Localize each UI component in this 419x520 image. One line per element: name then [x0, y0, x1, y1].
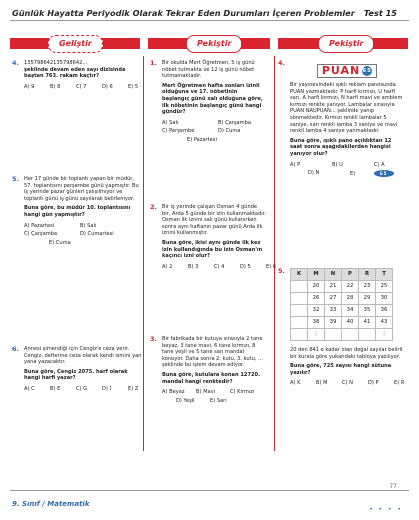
- footer-divider: [10, 490, 409, 491]
- table-header-row: K M N P R T: [291, 269, 393, 281]
- option-a[interactable]: A) C: [24, 385, 35, 392]
- table-row: 20 21 22 23 25: [291, 281, 393, 293]
- option-c[interactable]: C) G: [76, 385, 88, 392]
- table-row: 38 39 40 41 43: [291, 317, 393, 329]
- option-e[interactable]: E) 5: [128, 83, 139, 90]
- option-d[interactable]: D) N: [308, 170, 320, 177]
- option-c[interactable]: C) Perşembe: [162, 128, 195, 135]
- option-a[interactable]: A) Salı: [162, 119, 179, 126]
- option-b[interactable]: B) M: [316, 380, 328, 387]
- option-b[interactable]: B) Salı: [80, 222, 97, 229]
- column-divider-2: [274, 56, 275, 451]
- option-a[interactable]: A) Beyaz: [162, 389, 185, 396]
- option-d[interactable]: D) Cuma: [218, 128, 241, 135]
- table-row: ⋮ ⋮: [291, 329, 393, 341]
- question-4-left: 4. 135798642135798642... şeklinde devam eden sayı dizisinde baştan 763. rakam kaçtır? A) 9 B) 8 C) 7 D) 6 E) 5: [24, 60, 142, 90]
- option-d[interactable]: D) Yeşil: [176, 397, 195, 404]
- table-row: 26 27 28 29 30: [291, 293, 393, 305]
- option-d[interactable]: D) Cumartesi: [80, 231, 114, 238]
- option-b[interactable]: B) U: [332, 161, 343, 168]
- option-a[interactable]: A) K: [290, 380, 301, 387]
- question-6-left: 6. Annesi şimendiği için Cengiz'e ceza verir. Cengiz, defterine ceza olarak kendi ismini yan yana yazacaktır. Buna göre, Cengiz 2075. harf olarak hangi harfi yazar? A) C B) E C) G D) İ E) Z: [24, 346, 142, 393]
- tag-pekistir-middle: Pekiştir: [186, 35, 242, 53]
- question-3: 3. Bir fabrikada bir kutuya sırasıyla 2 tane beyaz, 3 tane mavi, 6 tane kırmızı, 8 tane yeşil ve 5 tane sarı mandal konuyor. Daha sonra 2. kutu, 3. kutu, ... şeklinde bu işlem devam ediyor. Buna göre, kutulara konan 12720. mandal hangi renktedir? A) Beyaz B) Mavi C) Kırmızı D) Yeşil E) Sarı: [150, 335, 263, 404]
- option-b[interactable]: B) E: [50, 385, 61, 392]
- option-b[interactable]: B) Mavi: [196, 389, 216, 396]
- puan-badge-icon: 65: [362, 68, 373, 74]
- footer-dots-icon: • • • •: [369, 506, 403, 513]
- option-c[interactable]: C) Çarşamba: [24, 231, 58, 238]
- header-divider: [10, 20, 409, 21]
- option-d[interactable]: D) P: [368, 380, 379, 387]
- question-1: 1. Bir okulda Mert Öğretmen, 5 iş günü nöbet tutmakta ve 12 iş günü nöbet tutmamaktadır. Mert Öğretmen hafta sonları izinli olduğuna ve 17. nöbetinin başlangıç günü salı olduğuna göre, ilk nöbetinin başlangıç günü hangi gündür? A) Salı B) Çarşamba C) Perşembe D) Cuma E) Pazartesi: [150, 59, 263, 143]
- question-4-right: 4. PUAN 65 Bir yayınevindeki ışıklı reklam panosunda PUAN yazmaktadır. P harfi kırmızı, U harfi sarı, A harfi kırmızı, N harfi mavi ve amblem kırmızı renkte yanıyor. Lambalar sırasıyla PUAN NAUPUAN... şeklinde yanıp sönmektedir. Kırmızı renkli lambalar 5 saniye, sarı renkli lamba 3 saniye ve mavi renkli lamba 4 saniye yanmaktadır. Buna göre, ışıklı pano açıldıktan 12 saat sonra aşağıdakilerden hangisi yanıyor olur? A) P B) U C) A D) N E) 65: [278, 59, 403, 178]
- page-number: 77: [389, 483, 397, 490]
- option-b[interactable]: B) Çarşamba: [218, 119, 251, 126]
- option-c[interactable]: C) 7: [76, 83, 87, 90]
- option-a[interactable]: A) Pazartesi: [24, 222, 55, 229]
- footer-label: 9. Sınıf / Matematik: [12, 500, 90, 508]
- option-a[interactable]: A) 9: [24, 83, 35, 90]
- page-title: Günlük Hayatta Periyodik Olarak Tekrar Eden Durumları İçeren Problemler: [12, 8, 355, 18]
- option-e[interactable]: E) R: [394, 380, 405, 387]
- option-b[interactable]: B) 3: [188, 263, 199, 270]
- number-table: [290, 268, 393, 341]
- question-5-left: 5. Her 17 günde bir toplantı yapan bir müdür, 57. toplantısını perşembe günü yapmıştır. Bu iş yerinde pazar günleri çalışılmıyor ve toplantı günü iş günü sayılarak belirleniyor. Buna göre, bu müdür 10. toplantısını hangi gün yapmıştır? A) Pazartesi B) Salı C) Çarşamba D) Cumartesi E) Cuma: [12, 175, 139, 246]
- option-c[interactable]: C) A: [374, 161, 385, 168]
- puan-badge-option-icon: 65: [372, 170, 396, 178]
- option-c[interactable]: C) 4: [214, 263, 225, 270]
- option-e[interactable]: E) Z: [128, 385, 139, 392]
- option-e[interactable]: E) Pazartesi: [187, 136, 217, 143]
- option-c[interactable]: C) N: [342, 380, 353, 387]
- test-number: Test 15: [363, 8, 397, 18]
- option-d[interactable]: D) İ: [102, 385, 112, 392]
- option-a[interactable]: A) 2: [162, 263, 173, 270]
- option-b[interactable]: B) 8: [50, 83, 61, 90]
- option-a[interactable]: A) P: [290, 161, 301, 168]
- option-d[interactable]: D) 5: [240, 263, 251, 270]
- table-row: 32 33 34 35 36: [291, 305, 393, 317]
- question-2: 2. Bir iş yerinde çalışan Osman 4 günde bir, Arda 5 günde bir izin kullanmaktadır. Osman ilk iznini salı günü kullanırken sonra aynı haftanın pazar günü Arda ilk iznini kullanmıştır. Buna göre, ikisi aynı günde ilk kez izin kullandığında bu izin Osman'ın kaçıncı izni olur? A) 2 B) 3 C) 4 D) 5 E) 6: [162, 204, 266, 270]
- tag-pekistir-right: Pekiştir: [318, 35, 374, 53]
- option-e[interactable]: E) 65: [350, 170, 396, 178]
- option-d[interactable]: D) 6: [102, 83, 113, 90]
- option-e[interactable]: E) 6: [266, 263, 277, 270]
- tag-gelistir: Geliştir: [48, 35, 103, 53]
- option-e[interactable]: E) Sarı: [210, 397, 227, 404]
- option-c[interactable]: C) Kırmızı: [230, 389, 255, 396]
- question-5-right: 5. K M N P R T 20 21 22 23 25 26 27 28 29 30 32 33 34 35 36 38 39 40 41 43 ⋮ ⋮ 20 den 841 e kadar olan doğal sayılar belirli bir kurala göre yukarıdaki tabloya yazılıyor. Buna göre, 725 sayısı hangi sütuna yazılır? A) K B) M C) N D) P E) R: [290, 268, 404, 387]
- option-e[interactable]: E) Cuma: [49, 239, 71, 246]
- puan-logo: PUAN 65: [317, 64, 377, 78]
